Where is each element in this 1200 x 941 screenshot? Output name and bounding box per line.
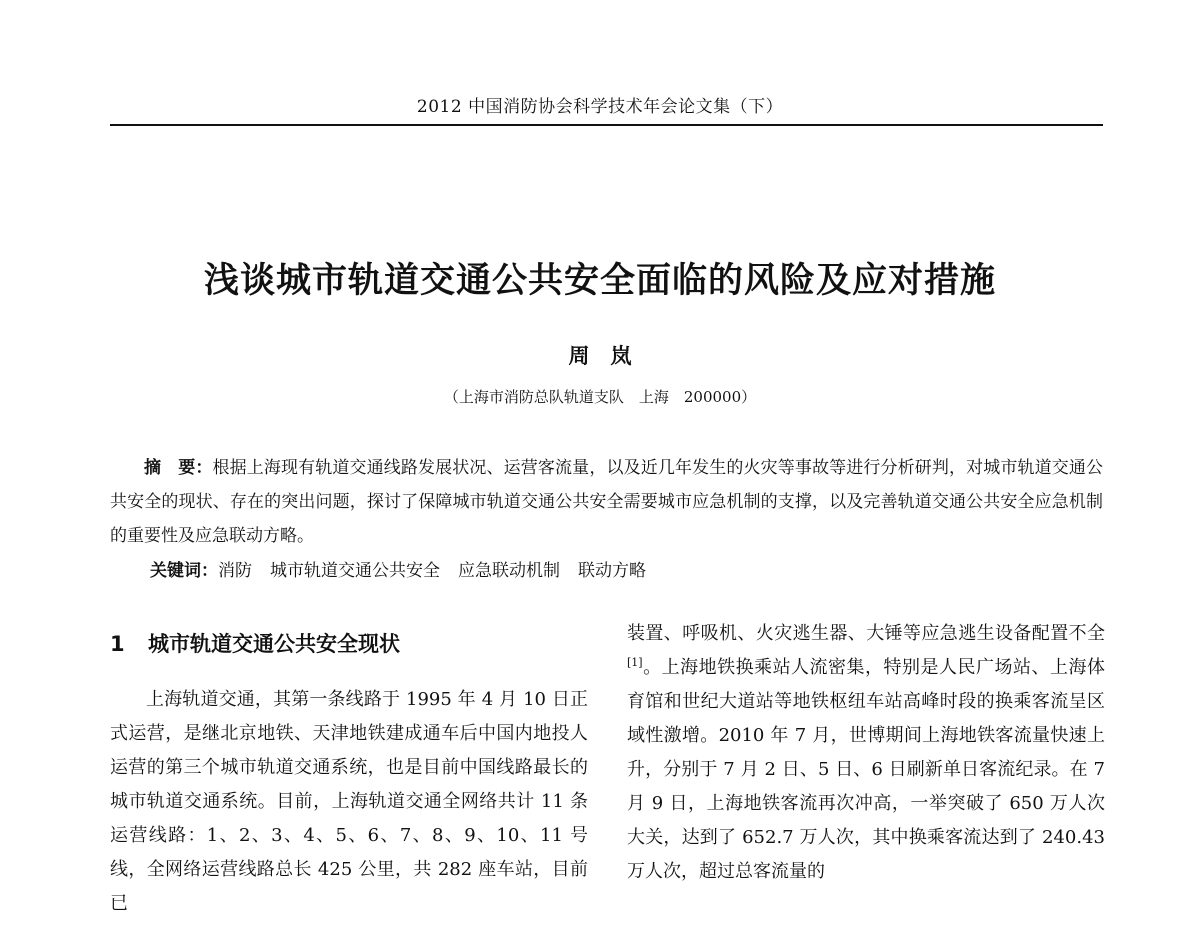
abstract — [110, 451, 1103, 553]
section-title: 城市轨道交通公共安全现状 — [148, 632, 400, 656]
citation-ref: [1] — [627, 656, 643, 669]
keyword-item: 消防 — [218, 561, 252, 581]
keywords — [150, 554, 664, 588]
right-column — [627, 617, 1105, 889]
section-heading — [110, 627, 588, 661]
keywords-label: 关键词： — [150, 561, 218, 581]
keyword-item: 联动方略 — [578, 561, 646, 581]
keyword-item: 应急联动机制 — [458, 561, 560, 581]
left-column — [110, 617, 588, 921]
body-text: 。上海地铁换乘站人流密集，特别是人民广场站、上海体育馆和世纪大道站等地铁枢纽车站高峰时段的换乘客流呈区域性激增。2010 年 7 月，世博期间上海地铁客流量快速上升，分别于 7 月 2 日、5 日、6 日刷新单日客流纪录。在 7 月 9 日，上海地铁客流再次冲高，一举突破了 650 万人次大关，达到了 652.7 万人次，其中换乘客流达到了 240.43 万人次，超过总客流量的 — [627, 657, 1105, 882]
abstract-label: 摘 要： — [144, 458, 213, 478]
header-rule — [110, 124, 1103, 126]
keyword-item: 城市轨道交通公共安全 — [270, 561, 440, 581]
affiliation: （上海市消防总队轨道支队 上海 200000） — [443, 388, 757, 406]
body-paragraph — [627, 617, 1105, 889]
body-text: 装置、呼吸机、火灾逃生器、大锤等应急逃生设备配置不全 — [627, 623, 1105, 644]
paper-title: 浅谈城市轨道交通公共安全面临的风险及应对措施 — [203, 260, 996, 301]
abstract-text: 根据上海现有轨道交通线路发展状况、运营客流量，以及近几年发生的火灾等事故等进行分析研判，对城市轨道交通公共安全的现状、存在的突出问题，探讨了保障城市轨道交通公共安全需要城市应急机制的支撑，以及完善轨道交通公共安全应急机制的重要性及应急联动方略。 — [110, 458, 1104, 546]
section-number: 1 — [110, 632, 125, 656]
body-paragraph: 上海轨道交通，其第一条线路于 1995 年 4 月 10 日正式运营，是继北京地铁、天津地铁建成通车后中国内地投人运营的第三个城市轨道交通系统，也是目前中国线路最长的城市轨道交通系统。目前，上海轨道交通全网络共计 11 条运营线路：1、2、3、4、5、6、7、8、9、10、11 号线，全网络运营线路总长 425 公里，共 282 座车站，目前已 — [110, 689, 588, 914]
running-header: 2012 中国消防协会科学技术年会论文集（下） — [416, 97, 784, 117]
author: 周 岚 — [568, 343, 632, 368]
